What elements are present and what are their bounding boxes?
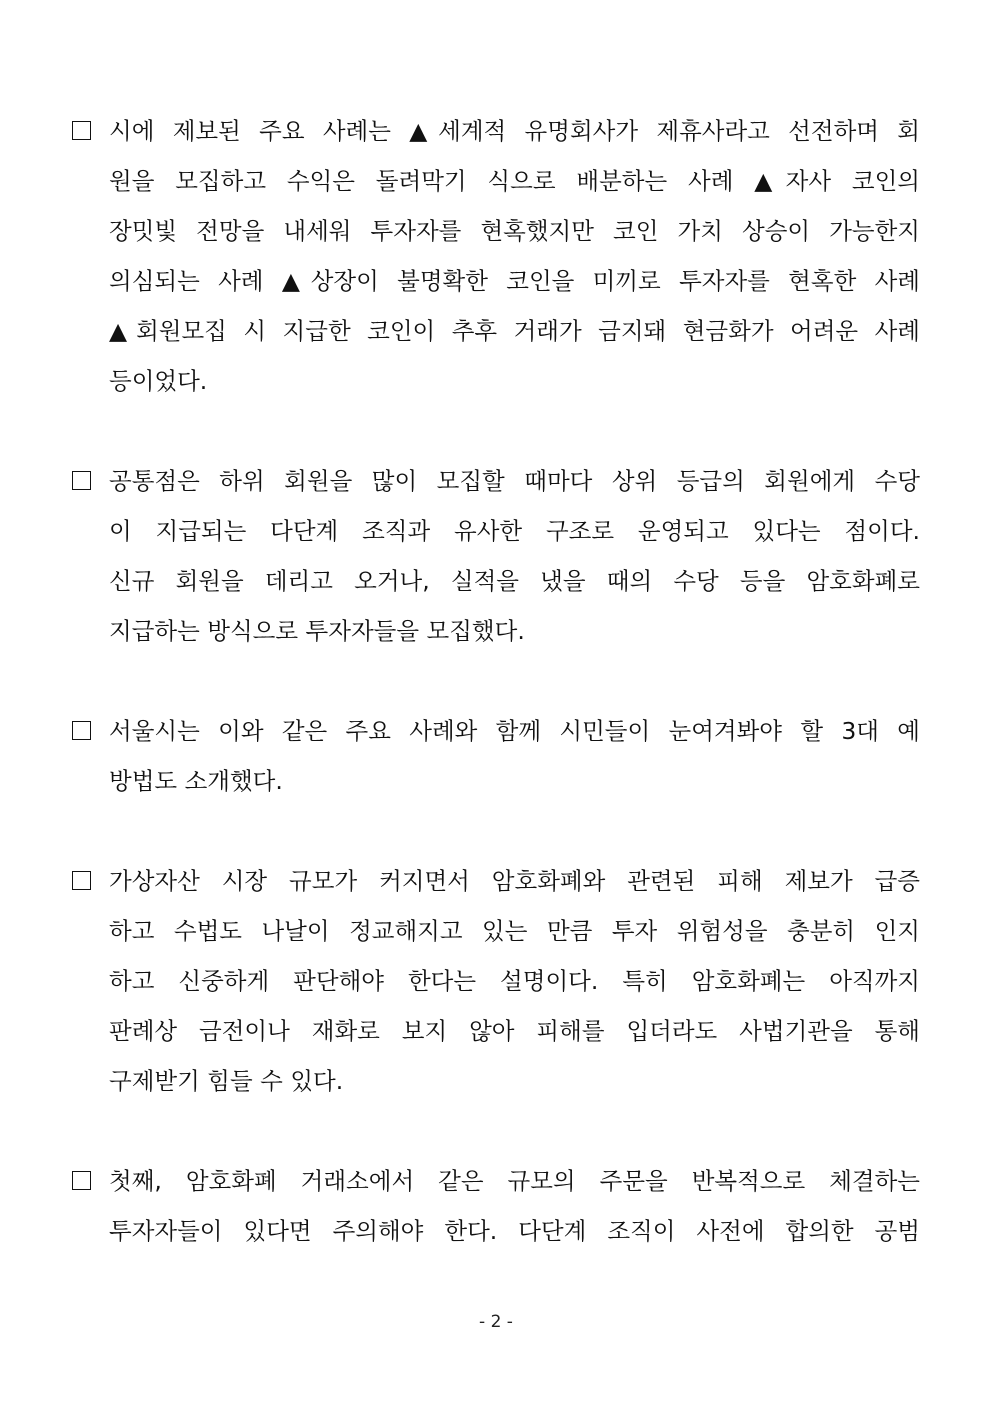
paragraph-line: ▲회원모집 시 지급한 코인이 추후 거래가 금지돼 현금화가 어려운 사례: [109, 317, 920, 345]
paragraph-line: 이 지급되는 다단계 조직과 유사한 구조로 운영되고 있다는 점이다.: [109, 517, 920, 545]
paragraph-4: [72, 856, 920, 1106]
paragraph-line: 시에 제보된 주요 사례는 ▲세계적 유명회사가 제휴사라고 선전하며 회: [109, 117, 920, 145]
paragraph-line: 판례상 금전이나 재화로 보지 않아 피해를 입더라도 사법기관을 통해: [109, 1017, 920, 1045]
paragraph-3: [72, 706, 920, 806]
paragraph-line: 구제받기 힘들 수 있다.: [109, 1067, 344, 1095]
paragraph-1: [72, 106, 920, 406]
paragraph-line: 원을 모집하고 수익은 돌려막기 식으로 배분하는 사례 ▲자사 코인의: [109, 167, 920, 195]
page-number: - 2 -: [479, 1312, 513, 1332]
paragraph-line: 공통점은 하위 회원을 많이 모집할 때마다 상위 등급의 회원에게 수당: [109, 467, 920, 495]
paragraph-line: 하고 수법도 나날이 정교해지고 있는 만큼 투자 위험성을 충분히 인지: [109, 917, 920, 945]
paragraph-line: 하고 신중하게 판단해야 한다는 설명이다. 특히 암호화폐는 아직까지: [109, 967, 920, 995]
paragraph-line: 지급하는 방식으로 투자자들을 모집했다.: [109, 617, 525, 645]
paragraph-line: 신규 회원을 데리고 오거나, 실적을 냈을 때의 수당 등을 암호화폐로: [109, 567, 920, 595]
paragraph-line: 의심되는 사례 ▲상장이 불명확한 코인을 미끼로 투자자를 현혹한 사례: [109, 267, 920, 295]
paragraph-line: 장밋빛 전망을 내세워 투자자를 현혹했지만 코인 가치 상승이 가능한지: [109, 217, 920, 245]
paragraph-line: 방법도 소개했다.: [109, 767, 283, 795]
paragraph-line: 투자자들이 있다면 주의해야 한다. 다단계 조직이 사전에 합의한 공범: [109, 1217, 920, 1245]
paragraph-line: 가상자산 시장 규모가 커지면서 암호화폐와 관련된 피해 제보가 급증: [109, 867, 920, 895]
paragraph-5: [72, 1156, 920, 1256]
paragraph-line: 첫째, 암호화폐 거래소에서 같은 규모의 주문을 반복적으로 체결하는: [109, 1167, 920, 1195]
paragraph-line: 등이었다.: [109, 367, 208, 395]
paragraph-2: [72, 456, 920, 656]
paragraph-line: 서울시는 이와 같은 주요 사례와 함께 시민들이 눈여겨봐야 할 3대 예: [109, 717, 920, 745]
